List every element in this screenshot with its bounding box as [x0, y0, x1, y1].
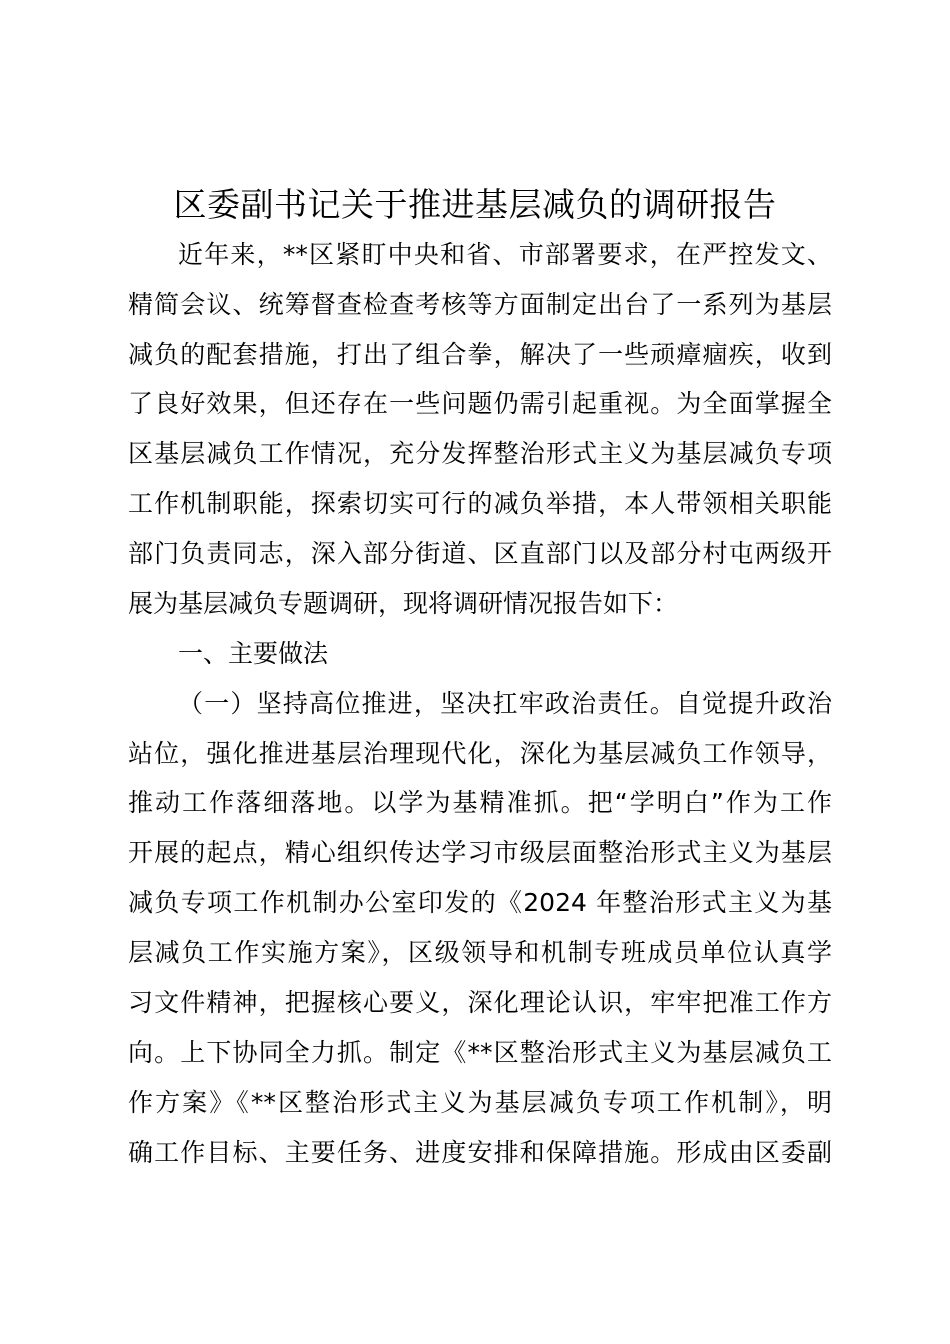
paragraph-line: 推动工作落细落地。以学为基精准抓。把“学明白”作为工作	[128, 788, 832, 817]
paragraph-line: 了良好效果，但还存在一些问题仍需引起重视。为全面掌握全	[128, 389, 832, 418]
paragraph-line: 确工作目标、主要任务、进度安排和保障措施。形成由区委副	[128, 1138, 832, 1167]
paragraph-line: 减负专项工作机制办公室印发的《2024 年整治形式主义为基	[128, 888, 832, 917]
paragraph-line: 展为基层减负专题调研，现将调研情况报告如下：	[128, 589, 679, 618]
paragraph-line: 精简会议、统筹督查检查考核等方面制定出台了一系列为基层	[128, 290, 832, 319]
paragraph-line: 部门负责同志，深入部分街道、区直部门以及部分村屯两级开	[128, 539, 832, 568]
paragraph-line: 作方案》《**区整治形式主义为基层减负专项工作机制》，明	[128, 1088, 832, 1117]
paragraph-line: （一）坚持高位推进，坚决扛牢政治责任。自觉提升政治	[178, 689, 832, 718]
paragraph-line: 层减负工作实施方案》，区级领导和机制专班成员单位认真学	[128, 938, 832, 967]
document-title: 区委副书记关于推进基层减负的调研报告	[173, 185, 777, 224]
paragraph-line: 习文件精神，把握核心要义，深化理论认识，牢牢把准工作方	[128, 988, 832, 1017]
section-heading: 一、主要做法	[178, 639, 329, 668]
paragraph-line: 工作机制职能，探索切实可行的减负举措，本人带领相关职能	[128, 489, 832, 518]
paragraph-line: 近年来，**区紧盯中央和省、市部署要求，在严控发文、	[178, 240, 832, 269]
paragraph-line: 向。上下协同全力抓。制定《**区整治形式主义为基层减负工	[128, 1038, 832, 1067]
paragraph-line: 开展的起点，精心组织传达学习市级层面整治形式主义为基层	[128, 838, 832, 867]
paragraph-line: 减负的配套措施，打出了组合拳，解决了一些顽瘴痼疾，收到	[128, 340, 832, 369]
paragraph-line: 站位，强化推进基层治理现代化，深化为基层减负工作领导，	[128, 739, 832, 768]
paragraph-line: 区基层减负工作情况，充分发挥整治形式主义为基层减负专项	[128, 439, 832, 468]
